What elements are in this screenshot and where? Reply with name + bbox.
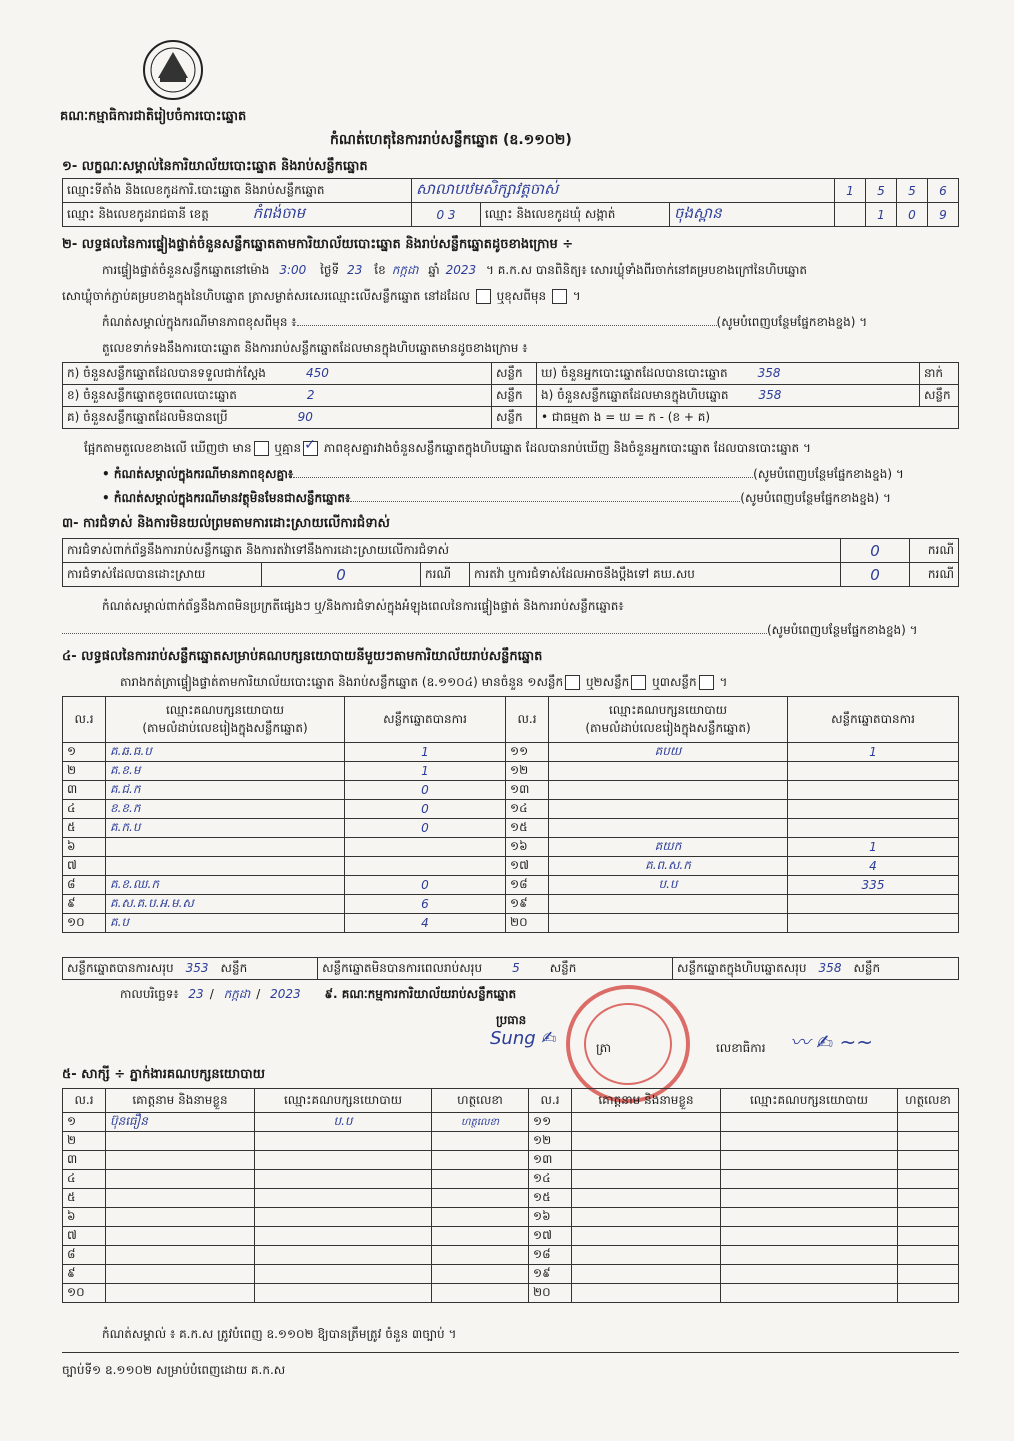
commune-value: ចុងស្ពាន: [670, 203, 835, 227]
appeal-count: 0: [841, 563, 910, 587]
table-row: ៤ ១៤: [63, 1170, 959, 1189]
station-label: ឈ្មោះទីតាំង និងលេខកូដការិ.បោះឆ្នោត និងរាប់សន្លឹកឆ្នោត: [63, 179, 412, 203]
station-value: សាលាបឋមសិក្សាវត្តចាស់: [412, 179, 835, 203]
table-row: ៩ ១៩: [63, 1265, 959, 1284]
secretary-label: លេខាធិការ: [716, 1041, 766, 1055]
date-line: កាលបរិច្ឆេទ៖ 23 / កក្កដា / 2023 ៩. គណៈកម្មការការិយាល័យរាប់សន្លឹកឆ្នោត: [120, 987, 517, 1001]
two-sheet-checkbox[interactable]: [631, 675, 646, 690]
section1-table: [62, 178, 959, 227]
secretary-signature-icon: 〰 ✍ ~~: [790, 1030, 873, 1054]
table-row: ៧ ១៧ គ.ព.ស.ក 4: [63, 857, 959, 876]
table-row: ៣ ១៣: [63, 1151, 959, 1170]
province-label: ឈ្មោះ និងលេខកូដរាជធានី ខេត្ត: [67, 206, 209, 221]
verification-line: ការផ្ទៀងផ្ទាត់ចំនួនសន្លឹកឆ្នោតនៅម៉ោង 3:00 ថ្ងៃទី 23 ខែ កក្កដា ឆ្នាំ 2023 ។ គ.ក.ស បានពិនិត្យ៖ សោរឃ្លុំទាំងពីរចាក់នៅគម្របខាងក្រៅនៃហិបឆ្នោត: [102, 263, 808, 277]
figures-intro: តួលេខទាក់ទងនឹងការបោះឆ្នោត និងការរាប់សន្លឹកឆ្នោតដែលមានក្នុងហិបឆ្នោតមានដូចខាងក្រោម ៖: [102, 341, 528, 355]
copy-note: ច្បាប់ទី១ ឧ.១១០២ សម្រាប់បំពេញដោយ គ.ក.ស: [62, 1363, 286, 1377]
table-row: ៥ គ.ក.ប 0 ១៥: [63, 819, 959, 838]
table-row: ១ គ.ឆ.ធ.ប 1 ១១ គបយ 1: [63, 743, 959, 762]
verify-month: កក្កដា: [391, 263, 419, 277]
unchanged-checkbox[interactable]: [476, 289, 491, 304]
totals-row: សន្លឹកឆ្នោតបានការសរុប 353 សន្លឹក សន្លឹកឆ្នោតមិនបានការពេលរាប់សរុប 5 សន្លឹក សន្លឹកឆ្នោតក្នុងហិបឆ្នោតសរុប 358 សន្លឹក: [62, 957, 959, 980]
table-row: ៦ ១៦ គយក 1: [63, 838, 959, 857]
footer-divider: [62, 1352, 959, 1353]
footer-note: កំណត់សម្គាល់ ៖ គ.ក.ស ត្រូវបំពេញ ឧ.១១០២ ឱ្យបានត្រឹមត្រូវ ចំនួន ៣ច្បាប់ ។: [102, 1327, 457, 1341]
ballots-received: 450: [305, 365, 329, 380]
objections-table: ការជំទាស់ពាក់ព័ន្ធនឹងការរាប់សន្លឹកឆ្នោត និងការតវ៉ាទៅនឹងការដោះស្រាយលើការជំទាស់ 0 ករណី ការជំទាស់ដែលបានដោះស្រាយ 0 ករណី ការតវ៉ា ឬការជំទាស់ដែលអាចនឹងប្តឹងទៅ គឃ.សប 0 ករណី: [62, 538, 959, 587]
total-in-box: 358: [818, 960, 842, 975]
difference-note: កំណត់សម្គាល់ក្នុងករណីមានភាពខុសពីមុន ៖ (សូមបំពេញបន្ថែមផ្នែកខាងខ្នង) ។: [102, 315, 868, 329]
station-code-1: 1: [835, 179, 866, 203]
table-row: ២ ១២: [63, 1132, 959, 1151]
chair-signature-icon: Sung ✍: [490, 1028, 557, 1049]
irregularity-note: កំណត់សម្គាល់ពាក់ព័ន្ធនឹងភាពមិនប្រក្រតីផ្សេងៗ ឬ/និងការជំទាស់ក្នុងអំឡុងពេលនៃការផ្ទៀងផ្ទាត់ និងការរាប់សន្លឹកឆ្នោត៖: [102, 599, 624, 613]
verify-time: 3:00: [279, 263, 307, 277]
section3-heading: ៣- ការជំទាស់ និងការមិនយល់ព្រមតាមការដោះស្រាយលើការជំទាស់: [62, 516, 390, 531]
commune-code-1: 1: [866, 203, 897, 227]
date-year: 2023: [270, 987, 301, 1001]
province-code: 0 3: [412, 203, 481, 227]
three-sheet-checkbox[interactable]: [699, 675, 714, 690]
ballots-unused: 90: [297, 409, 313, 424]
changed-checkbox[interactable]: [552, 289, 567, 304]
table-row: ៤ ខ.ខ.ក 0 ១៤: [63, 800, 959, 819]
figures-table: ក) ចំនួនសន្លឹកឆ្នោតដែលបានទទួលជាក់ស្តែង 450 សន្លឹក ឃ) ចំនួនអ្នកបោះឆ្នោតដែលបានបោះឆ្នោត 358 នាក់ ខ) ចំនួនសន្លឹកឆ្នោតខូចពេលបោះឆ្នោត 2 សន្លឹក ង) ចំនួនសន្លឹកឆ្នោតដែលមានក្នុងហិបឆ្នោត 358 សន្លឹក គ) ចំនួនសន្លឹកឆ្នោតដែលមិនបានប្រើ 90 សន្លឹក • ជាធម្មតា ង = ឃ = ក - (ខ + គ): [62, 362, 959, 429]
commune-code-3: 9: [928, 203, 959, 227]
table-row: ៩ គ.ស.គ.ប.អ.ម.ស 6 ១៩: [63, 895, 959, 914]
table-row: ១០ ២០: [63, 1284, 959, 1303]
committee-name: គណៈកម្មាធិការជាតិរៀបចំការបោះឆ្នោត: [60, 109, 247, 124]
section2-heading: ២- លទ្ធផលនៃការផ្ទៀងផ្ទាត់ចំនួនសន្លឹកឆ្នោតតាមការិយាល័យបោះឆ្នោត និងរាប់សន្លឹកឆ្នោតដូចខាងក្រោម ÷: [62, 237, 574, 252]
table-row: ៨ ១៨: [63, 1246, 959, 1265]
section4-heading: ៤- លទ្ធផលនៃការរាប់សន្លឹកឆ្នោតសម្រាប់គណបក្សនយោបាយនីមួយៗតាមការិយាល័យរាប់សន្លឹកឆ្នោត: [62, 649, 543, 664]
table-row: ៣ គ.ជ.ក 0 ១៣: [63, 781, 959, 800]
verify-day: 23: [347, 263, 363, 277]
verify-year: 2023: [445, 263, 477, 277]
nec-emblem-icon: [138, 38, 208, 102]
total-valid: 353: [185, 960, 209, 975]
one-sheet-checkbox[interactable]: [565, 675, 580, 690]
province-value: កំពង់ចាម: [252, 203, 306, 222]
page-title: កំណត់ហេតុនៃការរាប់សន្លឹកឆ្នោត (ឧ.១១០២): [330, 132, 572, 148]
bullet-difference: • កំណត់សម្គាល់ក្នុងករណីមានភាពខុសគ្នា៖ (សូមបំពេញបន្ថែមផ្នែកខាងខ្នង) ។: [102, 467, 904, 481]
stamp-label: ត្រា: [596, 1041, 611, 1055]
witness-table: ល.រ គោត្តនាម និងនាមខ្លួន ឈ្មោះគណបក្សនយោបាយ ហត្ថលេខា ល.រ គោត្តនាម និងនាមខ្លួន ឈ្មោះគណបក្សនយោបាយ ហត្ថលេខា ១ ប៊ុនធឿន ប.ប ហត្ថលេខា ១១ ២ ១២ ៣ ១៣ ៤ ១៤ ៥ ១៥ ៦ ១៦ ៧ ១៧ ៨ ១៨ ៩ ១៩ ១០ ២០: [62, 1088, 959, 1303]
objections-count: 0: [841, 539, 910, 563]
station-code-2: 5: [866, 179, 897, 203]
date-month: កក្កដា: [223, 987, 251, 1001]
tally-sheet-line: តារាងកត់ត្រាផ្ទៀងផ្ទាត់តាមការិយាល័យបោះឆ្នោត និងរាប់សន្លឹកឆ្នោត (ឧ.១១០៤) មានចំនួន ១សន្លឹក ឬ២សន្លឹក ឬ៣សន្លឹក ។: [120, 675, 728, 689]
section5-heading: ៥- សាក្សី ÷ ភ្នាក់ងារគណបក្សនយោបាយ: [62, 1067, 265, 1082]
voters-voted: 358: [757, 365, 781, 380]
irregularity-note-line: (សូមបំពេញបន្ថែមផ្នែកខាងខ្នង) ។: [62, 622, 962, 640]
party-results-table: ល.រ ឈ្មោះគណបក្សនយោបាយ (តាមលំដាប់លេខរៀងក្នុងសន្លឹកឆ្នោត) សន្លឹកឆ្នោតបានការ ល.រ ឈ្មោះគណបក្សនយោបាយ (តាមលំដាប់លេខរៀងក្នុងសន្លឹកឆ្នោត) សន្លឹកឆ្នោតបានការ ១ គ.ឆ.ធ.ប 1 ១១ គបយ 1 ២ គ.ខ.ម 1 ១២ ៣ គ.ជ.ក 0 ១៣ ៤ ខ.ខ.ក 0 ១៤ ៥ គ.ក.ប 0 ១៥ ៦ ១៦ គយក 1 ៧ ១៧ គ.ព.ស.ក 4 ៨ គ.ខ.ឈ.ក 0 ១៨ ប.ប 335 ៩ គ.ស.គ.ប.អ.ម.ស 6 ១៩ ១០ គ.ប 4 ២០: [62, 696, 959, 933]
total-invalid: 5: [512, 960, 520, 975]
resolved-count: 0: [262, 563, 421, 587]
commune-code-2: 0: [897, 203, 928, 227]
ballots-spoiled: 2: [306, 387, 315, 402]
chair-label: ប្រធាន: [496, 1013, 527, 1027]
table-row: ២ គ.ខ.ម 1 ១២: [63, 762, 959, 781]
date-day: 23: [188, 987, 204, 1001]
section1-heading: ១- លក្ខណៈសម្គាល់នៃការិយាល័យបោះឆ្នោត និងរាប់សន្លឹកឆ្នោត: [62, 159, 368, 174]
table-row: ៦ ១៦: [63, 1208, 959, 1227]
seal-status-line: សោឃ្លុំចាក់ភ្ជាប់គម្របខាងក្នុងនៃហិបឆ្នោត ត្រាសម្ងាត់សរសេរឈ្មោះលើសន្លឹកឆ្នោត នៅដដែល ឬខុសពីមុន ។: [62, 289, 581, 303]
commune-label: ឈ្មោះ និងលេខកូដឃុំ សង្កាត់: [481, 203, 670, 227]
table-row: ១០ គ.ប 4 ២០: [63, 914, 959, 933]
has-difference-checkbox[interactable]: [254, 441, 269, 456]
bullet-non-ballot: • កំណត់សម្គាល់ក្នុងករណីមានវត្ថុមិនមែនជាសន្លឹកឆ្នោត៖ (សូមបំពេញបន្ថែមផ្នែកខាងខ្នង) ។: [102, 491, 891, 505]
station-code-3: 5: [897, 179, 928, 203]
table-row: ៨ គ.ខ.ឈ.ក 0 ១៨ ប.ប 335: [63, 876, 959, 895]
official-seal-icon: [566, 985, 690, 1103]
table-row: ៥ ១៥: [63, 1189, 959, 1208]
discrepancy-line: ផ្អែកតាមតួលេខខាងលើ ឃើញថា មាន ឬគ្មាន ✓ ភាពខុសគ្នារវាងចំនួនសន្លឹកឆ្នោតក្នុងហិបឆ្នោត ដែលបានរាប់ឃើញ និងចំនួនអ្នកបោះឆ្នោត ដែលបានបោះឆ្នោត ។: [84, 437, 811, 455]
table-row: ១ ប៊ុនធឿន ប.ប ហត្ថលេខា ១១: [63, 1113, 959, 1132]
station-code-4: 6: [928, 179, 959, 203]
no-difference-checkbox[interactable]: ✓: [303, 441, 318, 456]
ballots-in-box: 358: [758, 387, 782, 402]
table-row: ៧ ១៧: [63, 1227, 959, 1246]
